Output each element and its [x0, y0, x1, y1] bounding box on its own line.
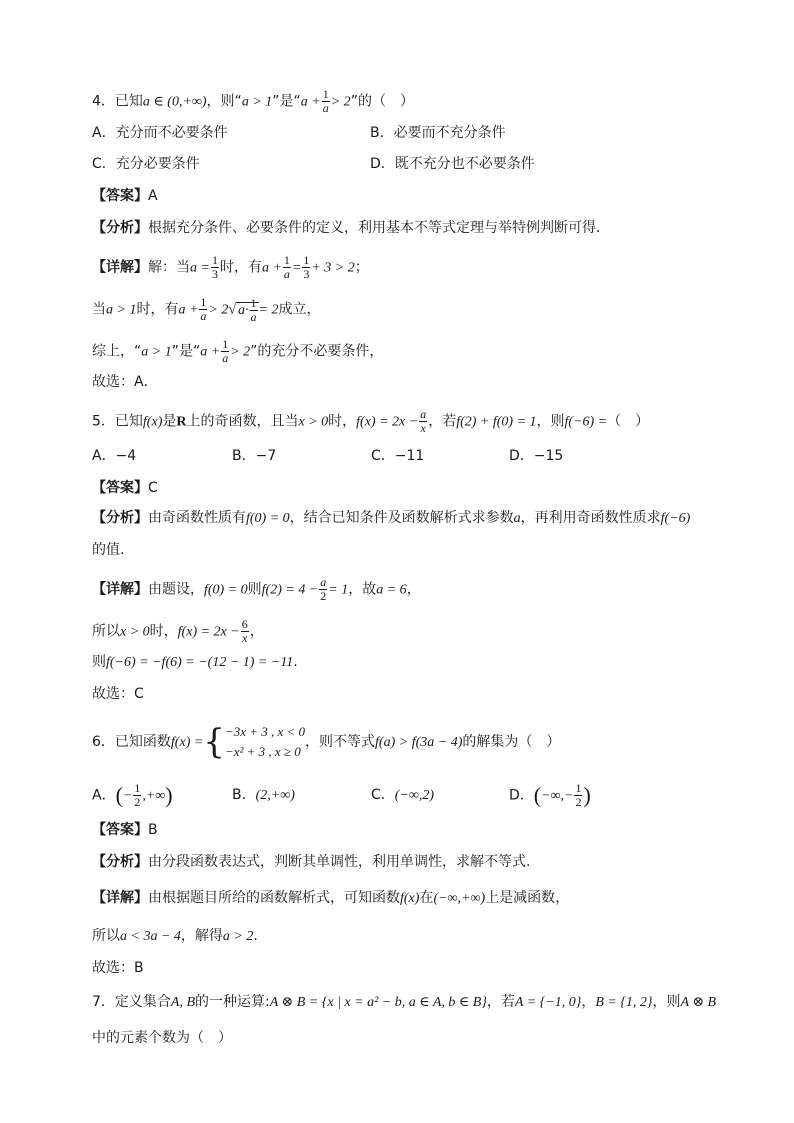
q4-option-b: B．必要而不充分条件 [370, 125, 506, 141]
piecewise-brace: { [203, 722, 225, 762]
q4-option-a: A．充分而不必要条件 [92, 125, 228, 141]
piecewise-cases: −3x + 3 , x < 0 −x² + 3 , x ≥ 0 [224, 724, 306, 759]
q4-answer: 【答案】A [92, 188, 158, 204]
q4-analysis: 【分析】根据充分条件、必要条件的定义，利用基本不等式定理与举特例判断可得． [92, 220, 610, 236]
q4-stem: 4．已知a ∈ (0,+∞)，则“a > 1”是“a + $\frac{1}{a}$ > 2”的（ ） [92, 87, 414, 115]
q6-option-a: A．(− $\frac{1}{2}$ ,+∞) [92, 781, 173, 809]
q6-answer: 【答案】B [92, 822, 158, 838]
q6-option-c: C．(−∞,2) [371, 787, 435, 803]
q6-detail-2: 所以a < 3a − 4，解得a > 2. [92, 928, 258, 944]
q5-option-d: D．−15 [509, 448, 564, 464]
q5-detail-3: 则f(−6) = −f(6) = −(12 − 1) = −11. [92, 654, 298, 670]
q5-analysis: 【分析】由奇函数性质有f(0) = 0，结合已知条件及函数解析式求参数a，再利用奇函数性质求f(−6) [92, 510, 691, 526]
q6-option-b: B．(2,+∞) [232, 787, 295, 803]
q4-option-c: C．充分必要条件 [92, 156, 200, 172]
q7-stem: 7．定义集合A, B的一种运算:A ⊗ B = {x | x = a² − b, a ∈ A, b ∈ B}，若A = {−1, 0}，B = {1, 2}，则A ⊗ B [92, 994, 717, 1010]
q5-answer: 【答案】C [92, 480, 158, 496]
q4-detail-2: 当a > 1时，有a + $\frac{1}{a}$ > 2√ a· $\frac{1}{a}$ = 2成立， [92, 295, 321, 324]
fraction: $\frac{1}{a}$ [322, 87, 329, 115]
q6-stem: 6．已知函数f(x) ={ −3x + 3 , x < 0 −x² + 3 , x ≥ 0 ，则不等式f(a) > f(3a − 4)的解集为（ ） [92, 722, 561, 762]
q5-option-a: A．−4 [92, 448, 137, 464]
q4-detail-1: 【详解】解：当a = $\frac{1}{3}$ 时，有a + $\frac{1}{a}$ = $\frac{1}{3}$ + 3 > 2； [92, 253, 369, 281]
q5-select: 故选：C [92, 686, 144, 702]
q5-analysis-cont: 的值. [92, 542, 125, 558]
q4-option-d: D．既不充分也不必要条件 [370, 156, 535, 172]
q5-detail-2: 所以x > 0时，f(x) = 2x − $\frac{6}{x}$ ， [92, 617, 264, 645]
q4-detail-3: 综上，“a > 1”是“a + $\frac{1}{a}$ > 2”的充分不必要条件， [92, 337, 384, 365]
q5-detail-1: 【详解】由题设，f(0) = 0则f(2) = 4 − $\frac{a}{2}$ = 1，故a = 6， [92, 575, 421, 603]
q6-select: 故选：B [92, 960, 144, 976]
q6-analysis: 【分析】由分段函数表达式，判断其单调性，利用单调性，求解不等式. [92, 854, 531, 870]
q5-option-b: B．−7 [232, 448, 277, 464]
q7-stem-cont: 中的元素个数为（ ） [92, 1030, 232, 1046]
q6-option-d: D．(−∞,− $\frac{1}{2}$ ) [509, 781, 591, 809]
q5-option-c: C．−11 [371, 448, 425, 464]
q4-select: 故选：A． [92, 374, 158, 390]
q6-detail-1: 【详解】由根据题目所给的函数解析式，可知函数f(x)在(−∞,+∞)上是减函数， [92, 890, 570, 906]
q5-stem: 5．已知f(x)是R上的奇函数，且当x > 0时，f(x) = 2x − $\frac{a}{x}$ ，若f(2) + f(0) = 1，则f(−6) =（ ） [92, 407, 650, 435]
